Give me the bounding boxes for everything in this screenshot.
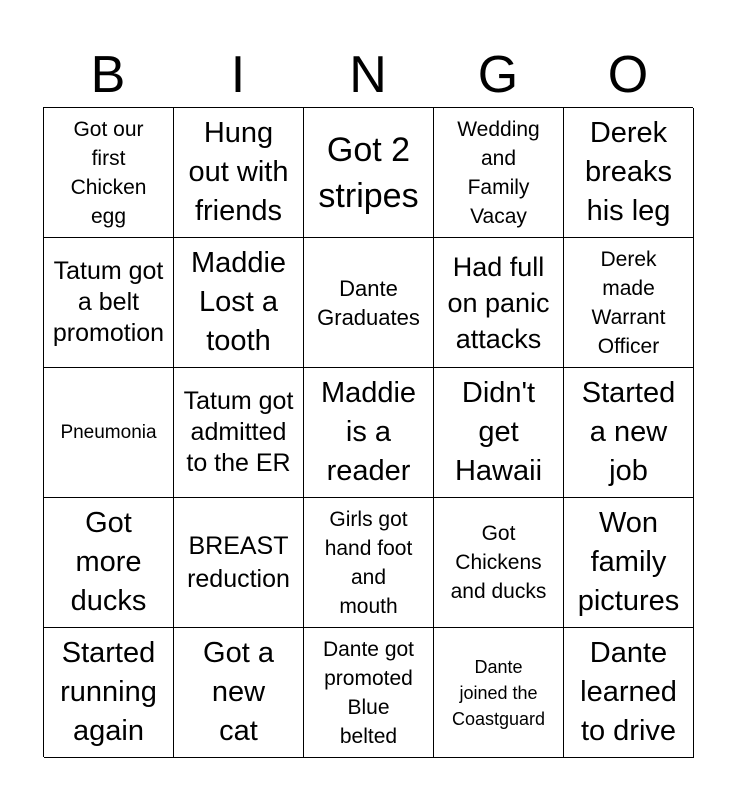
cell-text: Started a new job [581, 377, 676, 487]
header-letter-o: O [607, 46, 649, 104]
cell-text: Got our first Chicken egg [70, 117, 147, 228]
cell-text: BREAST reduction [187, 531, 290, 593]
bingo-cell[interactable] [434, 498, 564, 628]
bingo-cell[interactable] [174, 368, 304, 498]
bingo-cell[interactable] [174, 498, 304, 628]
bingo-cell[interactable] [44, 238, 174, 368]
cell-text: Got more ducks [70, 507, 147, 617]
bingo-cell[interactable] [434, 628, 564, 758]
cell-text: Dante Graduates [317, 275, 420, 330]
bingo-cell[interactable] [174, 108, 304, 238]
cell-text: Got 2 stripes [318, 130, 419, 215]
bingo-cell[interactable] [434, 238, 564, 368]
bingo-cell[interactable] [564, 108, 694, 238]
cell-text: Wedding and Family Vacay [457, 117, 540, 228]
cell-text: Tatum got admitted to the ER [183, 387, 294, 477]
cell-text: Derek made Warrant Officer [591, 247, 666, 358]
cell-text: Dante learned to drive [580, 637, 677, 747]
bingo-cell[interactable] [564, 628, 694, 758]
cell-text: Had full on panic attacks [447, 251, 550, 354]
bingo-cell[interactable] [304, 498, 434, 628]
bingo-cell[interactable] [44, 108, 174, 238]
cell-text: Tatum got a belt promotion [52, 257, 165, 347]
cell-text: Dante got promoted Blue belted [322, 637, 415, 748]
cell-text: Maddie is a reader [320, 377, 417, 487]
bingo-cell[interactable] [44, 368, 174, 498]
cell-text: Hung out with friends [188, 117, 289, 227]
bingo-header [43, 44, 693, 106]
bingo-cell[interactable] [44, 498, 174, 628]
header-letter-g: G [477, 46, 519, 104]
bingo-cell[interactable] [174, 628, 304, 758]
bingo-cell[interactable] [434, 108, 564, 238]
bingo-cell[interactable] [434, 368, 564, 498]
header-letter-i: I [230, 46, 246, 104]
cell-text: Got Chickens and ducks [450, 522, 547, 603]
bingo-cell[interactable] [564, 498, 694, 628]
cell-text: Started running again [60, 637, 157, 747]
cell-text: Pneumonia [60, 422, 157, 443]
bingo-board [43, 107, 693, 757]
bingo-cell[interactable] [174, 238, 304, 368]
bingo-cell[interactable] [304, 108, 434, 238]
bingo-cell[interactable] [304, 368, 434, 498]
bingo-cell[interactable] [564, 368, 694, 498]
bingo-cell[interactable] [564, 238, 694, 368]
cell-text: Maddie Lost a tooth [190, 247, 287, 357]
cell-text: Dante joined the Coastguard [451, 656, 546, 729]
bingo-cell[interactable] [304, 628, 434, 758]
cell-text: Girls got hand foot and mouth [324, 507, 413, 618]
bingo-cell[interactable] [304, 238, 434, 368]
cell-text: Won family pictures [577, 507, 680, 617]
cell-text: Didn't get Hawaii [454, 377, 543, 487]
header-letter-n: N [349, 46, 387, 104]
header-letter-b: B [90, 46, 126, 104]
cell-text: Got a new cat [203, 637, 274, 747]
bingo-cell[interactable] [44, 628, 174, 758]
cell-text: Derek breaks his leg [584, 117, 673, 227]
